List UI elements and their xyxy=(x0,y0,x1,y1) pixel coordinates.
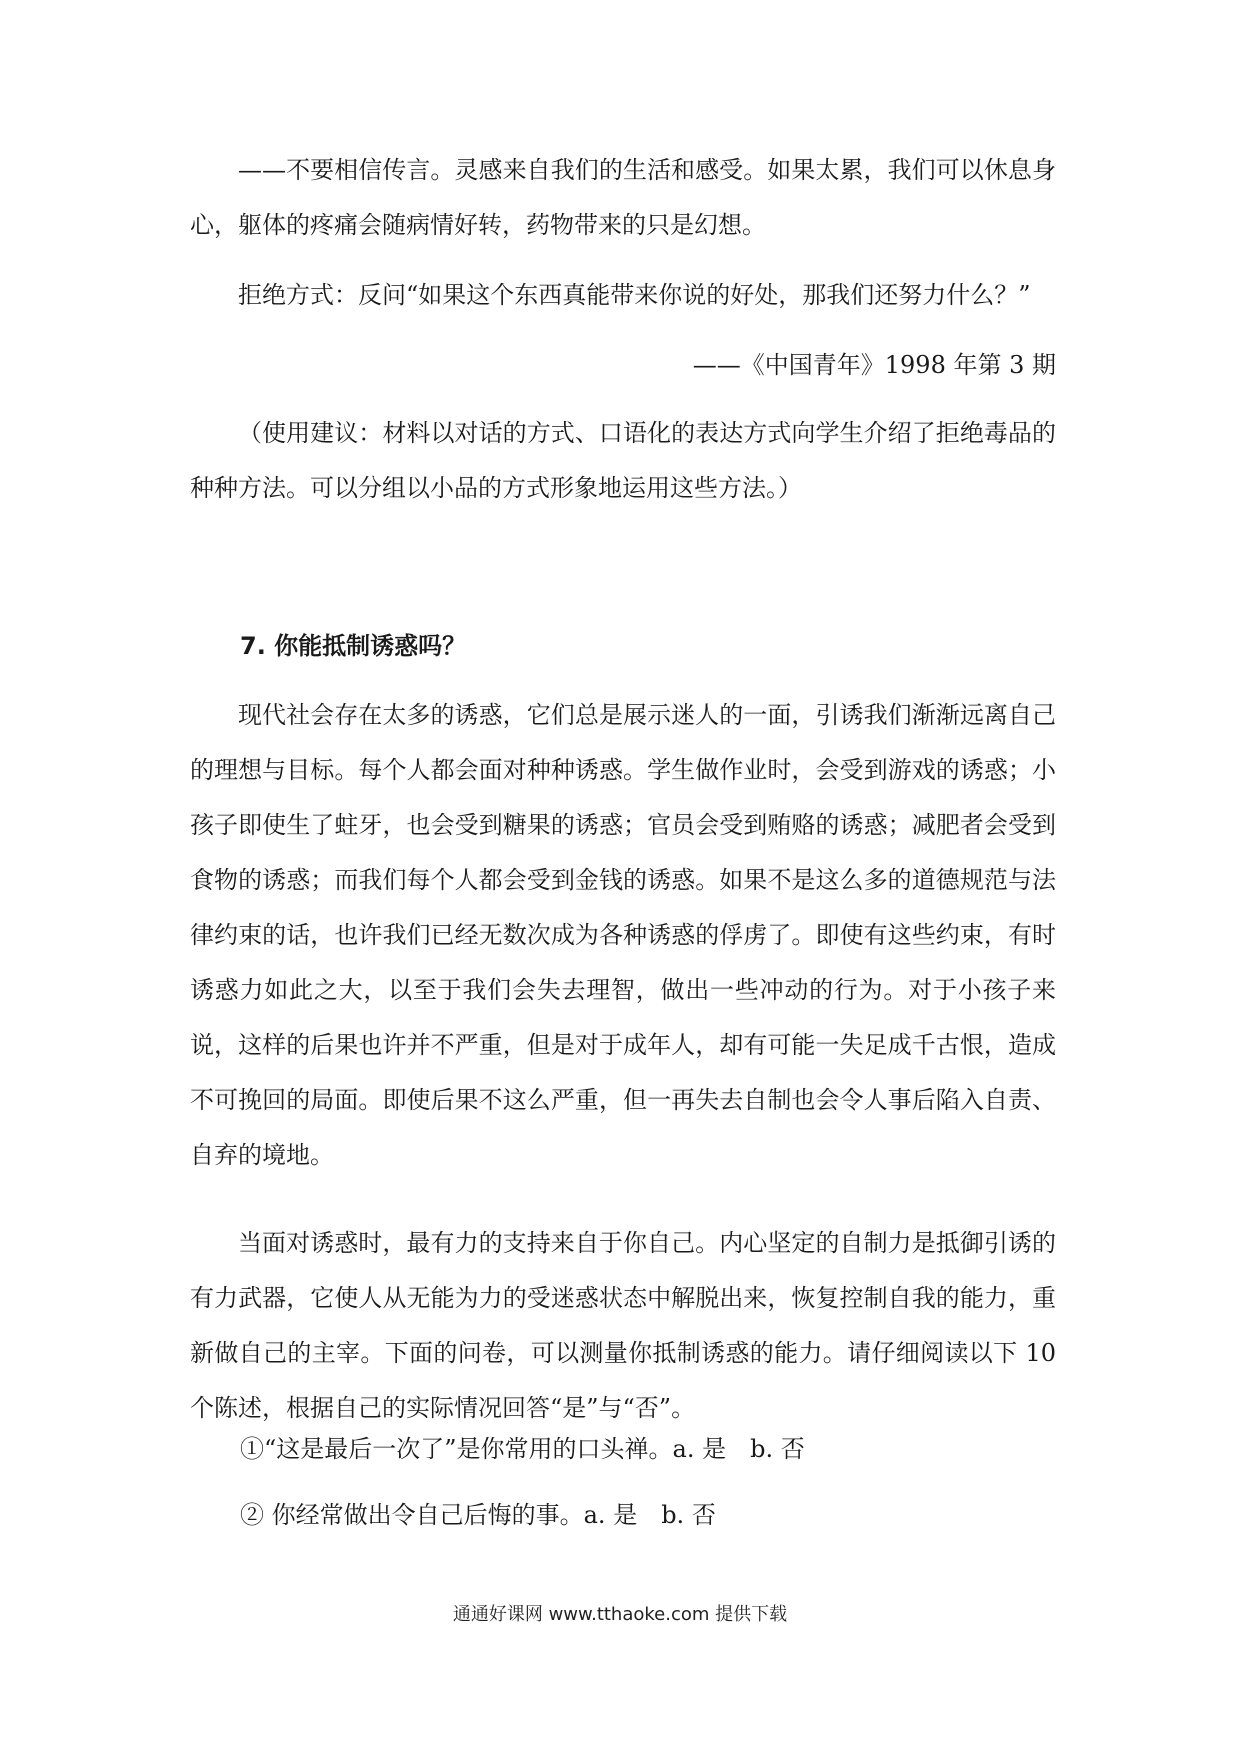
paragraph-temptation: 现代社会存在太多的诱惑，它们总是展示迷人的一面，引诱我们渐渐远离自己的理想与目标。每个人都会面对种种诱惑。学生做作业时，会受到游戏的诱惑；小孩子即使生了蛀牙，也会受到糖果的诱惑；官员会受到贿赂的诱惑；减肥者会受到食物的诱惑；而我们每个人都会受到金钱的诱惑。如果不是这么多的道德规范与法律约束的话，也许我们已经无数次成为各种诱惑的俘虏了。即使有这些约束，有时诱惑力如此之大，以至于我们会失去理智，做出一些冲动的行为。对于小孩子来说，这样的后果也许并不严重，但是对于成年人，却有可能一失足成千古恨，造成不可挽回的局面。即使后果不这么严重，但一再失去自制也会令人事后陷入自责、自弃的境地。 xyxy=(190,701,1056,1169)
source-citation: ——《中国青年》1998 年第 3 期 xyxy=(692,351,1056,379)
paragraph-usage-suggestion: （使用建议：材料以对话的方式、口语化的表达方式向学生介绍了拒绝毒品的种种方法。可以分组以小品的方式形象地运用这些方法。） xyxy=(190,419,1056,502)
paragraph-warning: ——不要相信传言。灵感来自我们的生活和感受。如果太累，我们可以休息身心，躯体的疼痛会随病情好转，药物带来的只是幻想。 xyxy=(190,156,1056,239)
question-item-2: ② 你经常做出令自己后悔的事。a. 是 b. 否 xyxy=(240,1501,716,1529)
paragraph-self-control: 当面对诱惑时，最有力的支持来自于你自己。内心坚定的自制力是抵御引诱的有力武器，它使人从无能为力的受迷惑状态中解脱出来，恢复控制自我的能力，重新做自己的主宰。下面的问卷，可以测量你抵制诱惑的能力。请仔细阅读以下 10 个陈述，根据自己的实际情况回答“是”与“否”。 xyxy=(190,1229,1056,1422)
paragraph-refusal-method: 拒绝方式：反问“如果这个东西真能带来你说的好处，那我们还努力什么？” xyxy=(238,281,1031,309)
section-heading: 7. 你能抵制诱惑吗？ xyxy=(240,632,467,660)
page-footer: 通通好课网 www.tthaoke.com 提供下载 xyxy=(452,1604,788,1625)
question-item-1: ①“这是最后一次了”是你常用的口头禅。a. 是 b. 否 xyxy=(240,1435,805,1463)
